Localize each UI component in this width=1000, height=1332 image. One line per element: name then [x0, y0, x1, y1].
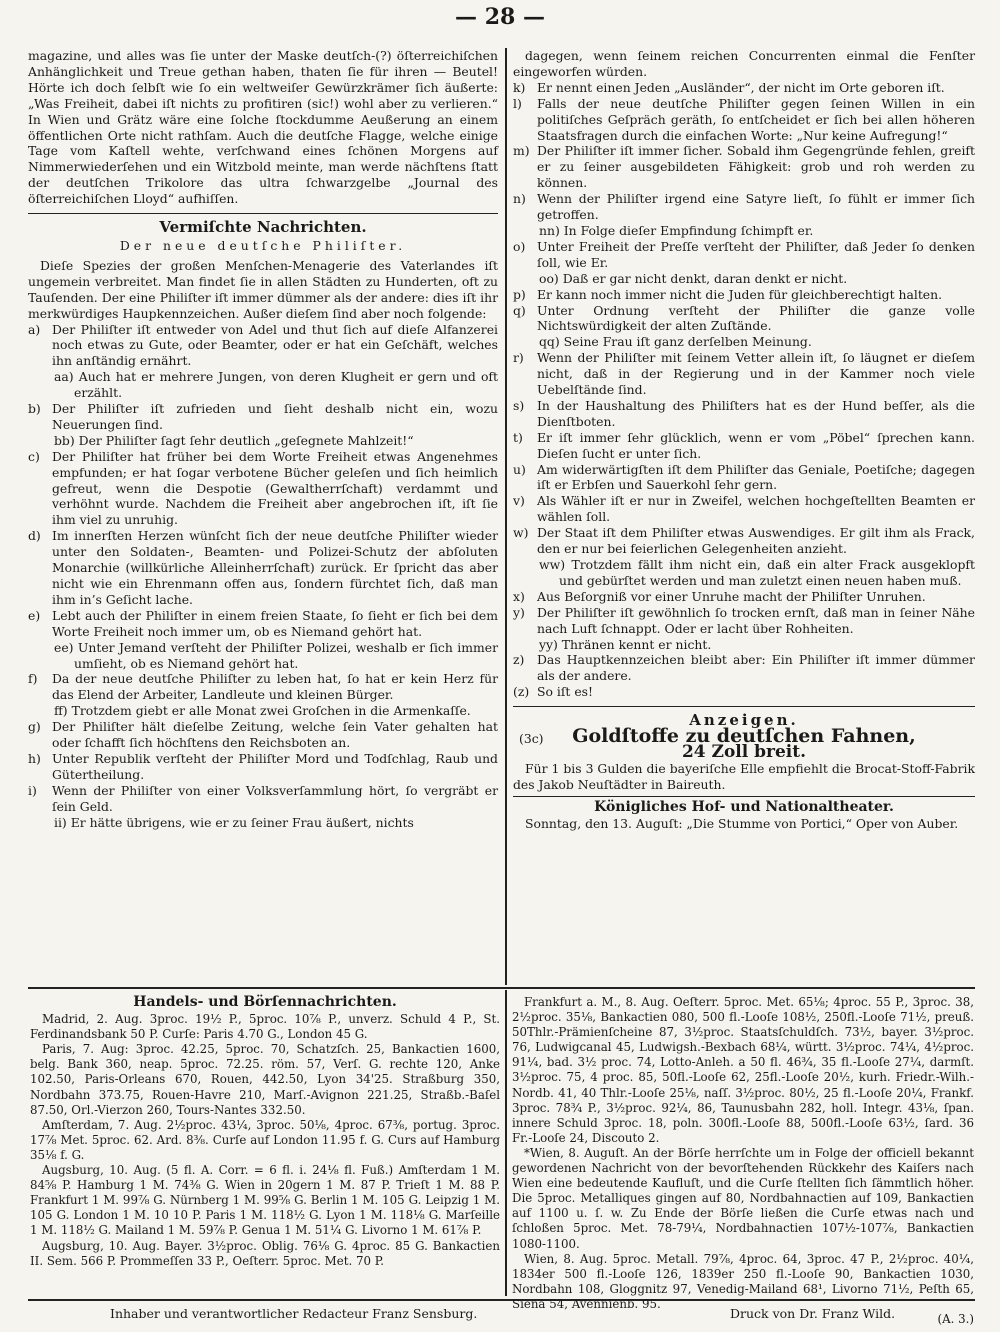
market-paragraph: Augsburg, 10. Aug. Bayer. 3½proc. Oblig. 76⅛ G. 4proc. 85 G. Bankactien II. Sem. 566 P. Prommeſſen 33 P., Oeſterr. 5proc. Met. 70 P. [30, 1238, 500, 1268]
item-text: Trotzdem giebt er alle Monat zwei Groſchen in die Armenkaſſe. [71, 703, 471, 719]
item-label: (z) [513, 684, 530, 700]
item-text: Der Philiſter ſagt ſehr deutlich „geſegnete Mahlzeit!“ [78, 432, 414, 448]
sub-item [28, 640, 498, 672]
item-label: aa) [54, 369, 74, 385]
list-item [513, 191, 975, 223]
item-text: Unter Freiheit der Preſſe verſteht der Philiſter, daß Jeder ſo denken ſoll, wie Er. [537, 238, 975, 270]
item-label: nn) [539, 222, 560, 238]
item-text: Da der neue deutſche Philiſter zu leben hat, ſo hat er kein Herz für das Elend der Arbeiter, Landleute und kleinen Bürger. [52, 671, 498, 703]
advertisement [513, 725, 975, 793]
market-paragraph: Wien, 8. Aug. 5proc. Metall. 79⅞, 4proc. 64, 3proc. 47 P., 2½proc. 40¼, 1834er 500 fl.-Looſe 126, 1839er 250 fl.-Looſe 90, Bankactien 1030, Nordbahn 108, Gloggnitz 97, Venedig-Mailand 68¹, Livorno 71½, Peſth 65, Siena 54, Avennienb. 95. [512, 1251, 974, 1311]
footer-editor: Inhaber und verantwortlicher Redacteur Franz Sensburg. [110, 1306, 478, 1321]
item-text: Seine Frau iſt ganz derſelben Meinung. [563, 334, 812, 350]
list-item [28, 783, 498, 815]
list-item [513, 303, 975, 335]
ads-heading: Anzeigen. [689, 711, 799, 730]
item-text: Daß er gar nicht denkt, daran denkt er nicht. [562, 270, 848, 286]
ad-subtitle: 24 Zoll breit. [681, 741, 807, 762]
item-label: ww) [539, 557, 566, 572]
ad-text: Für 1 bis 3 Gulden die bayeriſche Elle empfiehlt die Brocat-Stoff-Fabrik des Jakob Neuſtädter in Baireuth. [513, 760, 975, 792]
item-text: Das Hauptkennzeichen bleibt aber: Ein Philiſter iſt immer dümmer als der andere. [537, 652, 975, 684]
market-paragraphs [30, 1012, 500, 1269]
market-news-left [30, 995, 500, 1269]
market-paragraphs [512, 995, 974, 1312]
item-text: Am widerwärtigſten iſt dem Philiſter das Geniale, Poetiſche; dagegen iſt er Erbſen und Sauerkohl ſehr gern. [537, 461, 975, 493]
article-title: Der neue deutſche Philiſter. [119, 237, 407, 253]
list-item [513, 80, 975, 96]
item-label: k) [513, 79, 526, 95]
item-text: Als Wähler iſt er nur in Zweifel, welchen hochgeſtellten Beamten er wählen ſoll. [537, 493, 975, 525]
item-text: Wenn der Philiſter von einer Volksverſammlung hört, ſo vergräbt er ſein Geld. [52, 782, 498, 814]
left-column [28, 48, 498, 831]
item-label: c) [28, 448, 40, 464]
item-label: qq) [539, 334, 560, 350]
item-label: q) [513, 302, 526, 318]
list-item [513, 96, 975, 144]
sub-item [513, 271, 975, 287]
list-item [28, 528, 498, 608]
section-heading: Vermiſchte Nachrichten. [159, 218, 367, 237]
item-label: l) [513, 95, 522, 111]
list-item [28, 719, 498, 751]
divider [28, 213, 498, 214]
item-text: Er hätte übrigens, wie er zu ſeiner Frau äußert, nichts [70, 814, 414, 830]
item-text: Lebt auch der Philiſter in einem freien Staate, ſo ſieht er ſich bei dem Worte Freiheit noch immer um, ob es Niemand gehört hat. [52, 607, 498, 639]
item-label: ee) [54, 639, 74, 655]
item-text: Unter Jemand verſteht der Philiſter Polizei, weshalb er ſich immer umſieht, ob es Niemand gehört hat. [74, 639, 498, 671]
list-item [513, 462, 975, 494]
sub-item [28, 815, 498, 831]
page-number: — 28 — [455, 4, 545, 30]
list-item [513, 143, 975, 191]
list-item [28, 751, 498, 783]
item-label: oo) [539, 270, 559, 286]
market-paragraph: Paris, 7. Aug: 3proc. 42.25, 5proc. 70, Schatzſch. 25, Bankactien 1600, belg. Bank 360, neap. 5proc. 72.25. röm. 57, Verſ. G. rechte 120, Anke 102.50, Paris-Orleans 670, Rouen, 442.50, Lyon 34'25. Straßburg 350, Nordbahn 373.75, Rouen-Havre 210, Marſ.-Avignon 221.25, Straßb.-Baſel 87.50, Orl.-Vierzon 260, Tours-Nantes 332.50. [30, 1042, 500, 1117]
item-text: Falls der neue deutſche Philiſter gegen ſeinen Willen in ein politiſches Geſpräch geräth, ſo entſcheidet er ſich bei allen höheren Staatsfragen durch die einfachen Worte: „Nur keine Aufregung!“ [537, 95, 975, 143]
item-label: t) [513, 429, 523, 445]
footer-printer: Druck von Dr. Franz Wild. [730, 1306, 896, 1321]
sub-item [513, 223, 975, 239]
item-label: h) [28, 750, 41, 766]
item-label: z) [513, 652, 525, 668]
signature: (A. 3.) [937, 1311, 974, 1326]
item-text: Trotzdem fällt ihm nicht ein, daß ein alter Frack ausgeklopft und gebürſtet werden und man zuletzt einen neuen haben muß. [559, 557, 975, 588]
list-item [28, 449, 498, 529]
item-text: Der Philiſter iſt immer ſicher. Sobald ihm Gegengründe fehlen, greift er zu ſeiner ausgebildeten Fähigkeit: grob und roh werden zu können. [537, 143, 975, 191]
item-text: Der Staat iſt dem Philiſter etwas Auswendiges. Er gilt ihm als Frack, den er nur bei feierlichen Gelegenheiten anzieht. [537, 525, 975, 557]
item-label: bb) [54, 432, 75, 448]
item-text: Unter Republik verſteht der Philiſter Mord und Todſchlag, Raub und Gütertheilung. [52, 750, 498, 782]
divider [513, 706, 975, 707]
continuation-paragraph: dagegen, wenn ſeinem reichen Concurrenten einmal die Fenſter eingeworfen würden. [513, 48, 975, 79]
item-label: i) [28, 782, 37, 798]
item-label: ii) [54, 814, 67, 830]
ad-title: Goldſtoffe zu deutſchen Fahnen, [572, 725, 916, 748]
list-item [513, 589, 975, 605]
list-item [513, 239, 975, 271]
market-paragraph: *Wien, 8. Auguſt. An der Börſe herrſchte um in Folge der officiell bekannt gewordenen Nachricht von der bevorſtehenden Rückkehr des Kaiſers nach Wien eine bedeutende Kaufluſt, und die Curſe ſtellten ſich ſämmtlich höher. Die 5proc. Metalliques gingen auf 80, Nordbahnactien auf 109, Bankactien auf 1100 u. ſ. w. Zu Ende der Börſe ließen die Curſe etwas nach und ſchloßen 5proc. Met. 78-79¼, Nordbahnactien 107½-107⅞, Bankactien 1080-1100. [512, 1145, 974, 1251]
item-text: Der Philiſter iſt zufrieden und ſieht deshalb nicht ein, wozu Neuerungen ſind. [52, 401, 498, 432]
item-label: ff) [54, 703, 68, 719]
market-heading: Handels- und Börſennachrichten. [133, 994, 397, 1010]
section-divider [28, 987, 975, 989]
list-item [513, 652, 975, 684]
item-label: a) [28, 321, 41, 337]
list-item [28, 671, 498, 703]
item-label: s) [513, 397, 525, 413]
item-text: Aus Beſorgniß vor einer Unruhe macht der Philiſter Unruhen. [537, 588, 926, 604]
item-label: g) [28, 719, 41, 735]
item-label: w) [513, 525, 529, 541]
item-text: Wenn der Philiſter irgend eine Satyre lieſt, ſo fühlt er immer ſich getroffen. [537, 191, 975, 223]
market-paragraph: Amſterdam, 7. Aug. 2½proc. 43¼, 3proc. 50⅛, 4proc. 67⅜, portug. 3proc. 17⅞ Met. 5proc. 62. Ard. 8⅜. Curſe auf London 11.95 f. G. Curs auf Hamburg 35⅛ f. G. [30, 1117, 500, 1162]
item-label: b) [28, 401, 41, 417]
theatre-text: Sonntag, den 13. Auguſt: „Die Stumme von Portici,“ Oper von Auber. [525, 815, 959, 831]
item-label: p) [513, 286, 526, 302]
item-label: e) [28, 607, 41, 623]
item-text: Im innerſten Herzen wünſcht ſich der neue deutſche Philiſter wieder unter den Soldaten-, Beamten- und Polizei-Schutz der abſoluten Monarchie (willkürliche Alleinherrſchaft) zurück. Er ſpricht das aber nicht wie ein Ehrenmann offen aus, ſondern fürchtet ſich, daß man ihm in’s Geſicht lache. [52, 528, 498, 607]
list-item [513, 684, 975, 700]
item-label: x) [513, 588, 525, 604]
list-item [513, 493, 975, 525]
item-text: Wenn der Philiſter mit ſeinem Vetter allein iſt, ſo läugnet er dieſem nicht, daß in der Regierung und in der Kammer noch viele Uebelſtände ſind. [537, 350, 975, 398]
item-text: In Folge dieſer Empfindung ſchimpft er. [563, 222, 814, 238]
column-divider [505, 48, 507, 985]
divider [513, 796, 975, 797]
sub-item [513, 334, 975, 350]
list-item [513, 430, 975, 462]
market-news-right [512, 995, 974, 1327]
item-label: u) [513, 461, 526, 477]
list-item [513, 350, 975, 398]
item-label: r) [513, 350, 524, 366]
item-list [28, 322, 498, 831]
item-label: n) [513, 191, 526, 207]
item-text: Er iſt immer ſehr glücklich, wenn er vom „Pöbel“ ſprechen kann. Dieſen ſucht er unter ſich. [537, 429, 975, 461]
intro-paragraph: magazine, und alles was ſie unter der Maske deutſch-(?) öſterreichiſchen Anhänglichkeit und Treue gethan haben, thaten ſie für ihren — Beutel! Hörte ich doch ſelbſt wie ſo ein weltweiſer Gewürzkrämer ſich äußerte: „Was Freiheit, dabei iſt nichts zu profitiren (sic!) wohl aber zu verlieren.“ In Wien und Grätz wäre eine ſolche ſtockdumme Aeußerung an einem öffentlichen Orte nicht rathſam. Auch die deutſche Flagge, welche einige Tage vom Kaſtell wehte, verſchwand eines ſchönen Morgens auf Nimmerwiederſehen und ein Witzbold meinte, man werde nächſtens ſtatt der deutſchen Trikolore das ultra ſchwarzgelbe „Journal des öſterreichiſchen Lloyd“ aufhiſſen. [28, 48, 498, 207]
item-text: Auch hat er mehrere Jungen, von deren Klugheit er gern und oft erzählt. [74, 369, 498, 401]
theatre-heading: Königliches Hof- und Nationaltheater. [594, 798, 894, 815]
item-label: yy) [539, 636, 558, 652]
sub-item [28, 433, 498, 449]
item-text: In der Haushaltung des Philiſters hat es der Hund beſſer, als die Dienſtboten. [537, 397, 975, 429]
list-item [513, 525, 975, 557]
ad-number: (3c) [519, 731, 544, 747]
market-paragraph: Madrid, 2. Aug. 3proc. 19½ P., 5proc. 10⅞ P., unverz. Schuld 4 P., St. Ferdinandsbank 50 P. Curſe: Paris 4.70 G., London 45 G. [30, 1012, 500, 1042]
item-text: Der Philiſter hat früher bei dem Worte Freiheit etwas Angenehmes empfunden; er hat ſogar verbotene Bücher geleſen und ſich heimlich gefreut, wenn die Despotie (Gewaltherrſchaft) verdammt und verhöhnt wurde. Nachdem die Freiheit aber angebrochen iſt, iſt ſie ihm viel zu unruhig. [52, 448, 498, 528]
item-label: m) [513, 143, 530, 159]
item-label: d) [28, 528, 41, 544]
column-divider-bottom [505, 990, 507, 1296]
item-text: Unter Ordnung verſteht der Philiſter die ganze volle Nichtswürdigkeit der alten Zuſtände. [537, 302, 975, 334]
sub-item [28, 369, 498, 401]
market-paragraph: Augsburg, 10. Aug. (5 fl. A. Corr. = 6 fl. i. 24⅛ fl. Fuß.) Amſterdam 1 M. 84⅝ P. Hamburg 1 M. 74⅜ G. Wien in 20gern 1 M. 87 P. Trieſt 1 M. 88 P. Frankfurt 1 M. 99⅞ G. Nürnberg 1 M. 99⅝ G. Berlin 1 M. 105 G. Leipzig 1 M. 105 G. London 1 M. 10 10 P. Paris 1 M. 118½ G. Lyon 1 M. 118⅛ G. Marſeille 1 M. 118½ G. Mailand 1 M. 59⅞ P. Genua 1 M. 51¼ G. Livorno 1 M. 61⅞ P. [30, 1163, 500, 1238]
list-item [513, 605, 975, 637]
item-text: So iſt es! [537, 684, 594, 700]
sub-item [513, 637, 975, 653]
list-item [28, 608, 498, 640]
item-label: o) [513, 238, 526, 254]
item-text: Der Philiſter hält dieſelbe Zeitung, welche ſein Vater gehalten hat oder ſchafft ſich höchſtens den Reichsboten an. [52, 719, 498, 751]
item-label: v) [513, 493, 525, 509]
lead-paragraph: Dieſe Spezies der großen Menſchen-Menagerie des Vaterlandes iſt ungemein verbreitet. Man findet ſie in allen Städten zu Hunderten, oft zu Tauſenden. Der eine Philiſter iſt immer dümmer als der andere: dies iſt ihr merkwürdiges Haupkennzeichen. Außer dieſem ſind aber noch folgende: [28, 257, 498, 321]
item-text: Thränen kennt er nicht. [561, 636, 712, 652]
sub-item [28, 703, 498, 719]
market-paragraph: Frankfurt a. M., 8. Aug. Oeſterr. 5proc. Met. 65⅛; 4proc. 55 P., 3proc. 38, 2½proc. 35⅛, Bankactien 080, 500 fl.-Looſe 108½, 250fl.-Looſe 71½, preuß. 50Thlr.-Prämienſcheine 87, 3½proc. Staatsſchuldſch. 73½, bayer. 3½proc. 76, Ludwigcanal 45, Ludwigsh.-Bexbach 68¼, württ. 3½proc. 74¼, 4½proc. 91¼, bad. 3½ proc. 74, Lotto-Anleh. a 50 fl. 46¾, 35 fl.-Looſe 27¼, darmſt. 3½proc. 75, 4 proc. 85, 50fl.-Looſe 62, 25fl.-Looſe 20½, kurh. Friedr.-Wilh.-Nordb. 41, 40 Thlr.-Looſe 25⅛, naſſ. 3½proc. 80½, 25 fl.-Looſe 20¼, Frankf. 3proc. 78¾ P., 3½proc. 92¼, 86, Taunusbahn 282, holl. Integr. 43⅛, ſpan. innere Schuld 3proc. 18, poln. 300fl.-Looſe 88, 500fl.-Looſe 63½, ſard. 36 Fr.-Looſe 24, Discouto 2. [512, 995, 974, 1145]
list-item [513, 287, 975, 303]
item-label: y) [513, 604, 525, 620]
item-label: f) [28, 671, 38, 687]
sub-item [513, 557, 975, 589]
right-column [513, 48, 975, 832]
list-item [28, 322, 498, 370]
item-text: Er nennt einen Jeden „Ausländer“, der nicht im Orte geboren iſt. [537, 79, 945, 95]
list-item [513, 398, 975, 430]
item-list [513, 80, 975, 700]
item-text: Er kann noch immer nicht die Juden für gleichberechtigt halten. [537, 286, 943, 302]
item-text: Der Philiſter iſt entweder von Adel und thut ſich auf dieſe Alfanzerei noch etwas zu Gute, oder Beamter, oder er hat ein Geſchäft, welches ihn anſtändig ernährt. [52, 321, 498, 369]
item-text: Der Philiſter iſt gewöhnlich ſo trocken ernſt, daß man in ſeiner Nähe nach Luft ſchnappt. Oder er lacht über Rohheiten. [537, 604, 975, 636]
list-item [28, 401, 498, 433]
